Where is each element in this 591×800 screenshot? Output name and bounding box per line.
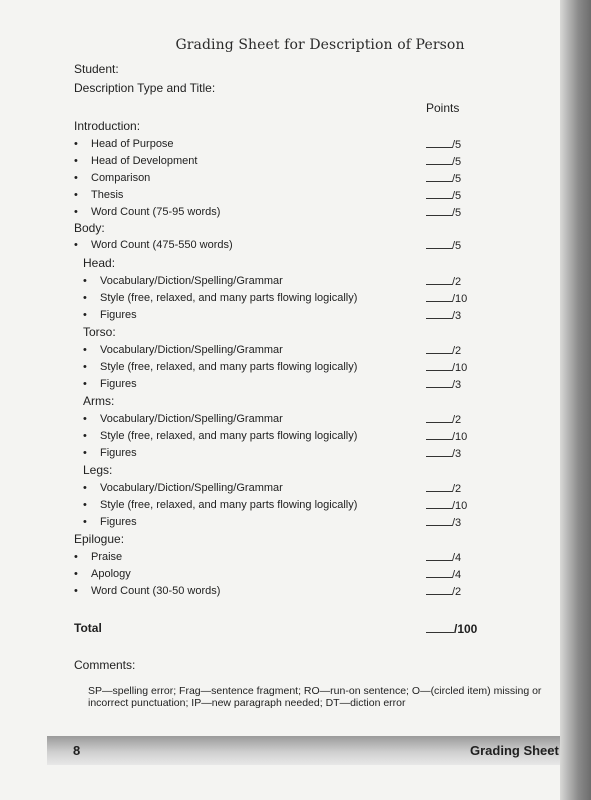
- total-points: /100: [454, 622, 478, 636]
- arms-item-row: [74, 411, 514, 427]
- criterion-label: Comparison: [91, 172, 151, 184]
- score-blank: [426, 428, 452, 440]
- epilogue-item-row: [74, 583, 514, 599]
- bullet: •: [83, 430, 87, 442]
- score-blank: [426, 187, 452, 199]
- max-points: /10: [452, 431, 468, 443]
- section-legs: Legs:: [83, 463, 113, 477]
- bullet: •: [83, 499, 87, 511]
- introduction-item-row: [74, 170, 514, 186]
- score-field: [426, 514, 461, 531]
- score-field: [426, 237, 461, 254]
- score-field: [426, 290, 467, 307]
- max-points: /3: [452, 379, 462, 391]
- bullet: •: [74, 206, 78, 218]
- score-field: [426, 497, 467, 514]
- score-blank: [426, 153, 452, 165]
- score-blank: [426, 497, 452, 509]
- score-blank: [426, 204, 452, 216]
- bullet: •: [74, 239, 78, 251]
- arms-item-row: [74, 445, 514, 461]
- total-label: Total: [74, 621, 102, 635]
- max-points: /4: [452, 552, 462, 564]
- criterion-label: Vocabulary/Diction/Spelling/Grammar: [100, 413, 283, 425]
- criterion-label: Vocabulary/Diction/Spelling/Grammar: [100, 275, 283, 287]
- page-edge-shadow: [560, 0, 591, 800]
- criterion-label: Style (free, relaxed, and many parts flowing logically): [100, 499, 358, 511]
- head-item-row: [74, 290, 514, 306]
- score-field: [426, 273, 461, 290]
- score-field: [426, 342, 461, 359]
- score-blank: [426, 342, 452, 354]
- bullet: •: [74, 138, 78, 150]
- criterion-label: Head of Purpose: [91, 138, 174, 150]
- total-score: [426, 621, 477, 636]
- criterion-label: Praise: [91, 551, 123, 563]
- bullet: •: [74, 189, 78, 201]
- section-body: Body:: [74, 221, 105, 235]
- introduction-item-row: [74, 153, 514, 169]
- bullet: •: [83, 378, 87, 390]
- bullet: •: [83, 361, 87, 373]
- max-points: /10: [452, 362, 468, 374]
- score-blank: [426, 445, 452, 457]
- section-torso: Torso:: [83, 325, 116, 339]
- max-points: /5: [452, 207, 462, 219]
- score-field: [426, 153, 461, 170]
- criterion-label: Apology: [91, 568, 131, 580]
- score-blank: [426, 359, 452, 371]
- score-blank: [426, 376, 452, 388]
- criterion-label: Style (free, relaxed, and many parts flowing logically): [100, 430, 358, 442]
- score-field: [426, 480, 461, 497]
- torso-item-row: [74, 359, 514, 375]
- bullet: •: [74, 551, 78, 563]
- score-field: [426, 359, 467, 376]
- max-points: /5: [452, 240, 462, 252]
- arms-item-row: [74, 428, 514, 444]
- score-field: [426, 170, 461, 187]
- section-arms: Arms:: [83, 394, 115, 408]
- score-field: [426, 583, 461, 600]
- head-item-row: [74, 307, 514, 323]
- bullet: •: [74, 155, 78, 167]
- bullet: •: [83, 413, 87, 425]
- max-points: /5: [452, 190, 462, 202]
- criterion-label: Thesis: [91, 189, 124, 201]
- error-legend: SP—spelling error; Frag—sentence fragment; RO—run-on sentence; O—(circled item) missing or incorrect punctuation; IP—new paragraph needed; DT—diction error: [88, 685, 542, 709]
- max-points: /2: [452, 414, 462, 426]
- score-blank: [426, 136, 452, 148]
- points-header: Points: [426, 101, 460, 115]
- max-points: /3: [452, 517, 462, 529]
- introduction-item-row: [74, 187, 514, 203]
- bullet: •: [74, 172, 78, 184]
- total-blank: [426, 621, 454, 633]
- bullet: •: [83, 344, 87, 356]
- score-blank: [426, 170, 452, 182]
- epilogue-item-row: [74, 566, 514, 582]
- section-head: Head:: [83, 256, 116, 270]
- section-epilogue: Epilogue:: [74, 532, 125, 546]
- criterion-label: Style (free, relaxed, and many parts flowing logically): [100, 292, 358, 304]
- footer-section-title: Grading Sheet: [470, 743, 559, 758]
- page-title: Grading Sheet for Description of Person: [175, 37, 465, 53]
- page-number: 8: [73, 743, 81, 758]
- criterion-label: Vocabulary/Diction/Spelling/Grammar: [100, 482, 283, 494]
- description-type-label: Description Type and Title:: [74, 81, 216, 95]
- criterion-label: Vocabulary/Diction/Spelling/Grammar: [100, 344, 283, 356]
- criterion-label: Figures: [100, 516, 137, 528]
- max-points: /2: [452, 483, 462, 495]
- criterion-label: Word Count (475-550 words): [91, 239, 233, 251]
- max-points: /3: [452, 448, 462, 460]
- legs-item-row: [74, 497, 514, 513]
- score-blank: [426, 237, 452, 249]
- legs-item-row: [74, 514, 514, 530]
- bullet: •: [83, 292, 87, 304]
- score-blank: [426, 566, 452, 578]
- bullet: •: [83, 447, 87, 459]
- max-points: /10: [452, 500, 468, 512]
- score-field: [426, 136, 461, 153]
- score-field: [426, 566, 461, 583]
- score-blank: [426, 411, 452, 423]
- epilogue-item-row: [74, 549, 514, 565]
- score-field: [426, 411, 461, 428]
- bullet: •: [74, 585, 78, 597]
- score-blank: [426, 549, 452, 561]
- torso-item-row: [74, 342, 514, 358]
- introduction-item-row: [74, 136, 514, 152]
- max-points: /2: [452, 586, 462, 598]
- score-field: [426, 428, 467, 445]
- score-field: [426, 376, 461, 393]
- head-item-row: [74, 273, 514, 289]
- body-item-row: [74, 237, 514, 253]
- score-field: [426, 307, 461, 324]
- introduction-item-row: [74, 204, 514, 220]
- criterion-label: Style (free, relaxed, and many parts flowing logically): [100, 361, 358, 373]
- torso-item-row: [74, 376, 514, 392]
- max-points: /5: [452, 173, 462, 185]
- max-points: /4: [452, 569, 462, 581]
- criterion-label: Head of Development: [91, 155, 198, 167]
- student-label: Student:: [74, 62, 119, 76]
- bullet: •: [83, 482, 87, 494]
- legs-item-row: [74, 480, 514, 496]
- max-points: /2: [452, 345, 462, 357]
- bullet: •: [83, 275, 87, 287]
- bullet: •: [74, 568, 78, 580]
- score-blank: [426, 307, 452, 319]
- score-blank: [426, 480, 452, 492]
- criterion-label: Figures: [100, 309, 137, 321]
- comments-label: Comments:: [74, 658, 136, 672]
- score-blank: [426, 273, 452, 285]
- score-blank: [426, 514, 452, 526]
- max-points: /3: [452, 310, 462, 322]
- score-field: [426, 549, 461, 566]
- criterion-label: Word Count (30-50 words): [91, 585, 221, 597]
- criterion-label: Figures: [100, 447, 137, 459]
- score-field: [426, 187, 461, 204]
- criterion-label: Word Count (75-95 words): [91, 206, 221, 218]
- score-blank: [426, 290, 452, 302]
- max-points: /5: [452, 139, 462, 151]
- section-introduction: Introduction:: [74, 119, 141, 133]
- score-blank: [426, 583, 452, 595]
- score-field: [426, 445, 461, 462]
- bullet: •: [83, 516, 87, 528]
- score-field: [426, 204, 461, 221]
- max-points: /2: [452, 276, 462, 288]
- bullet: •: [83, 309, 87, 321]
- max-points: /5: [452, 156, 462, 168]
- criterion-label: Figures: [100, 378, 137, 390]
- max-points: /10: [452, 293, 468, 305]
